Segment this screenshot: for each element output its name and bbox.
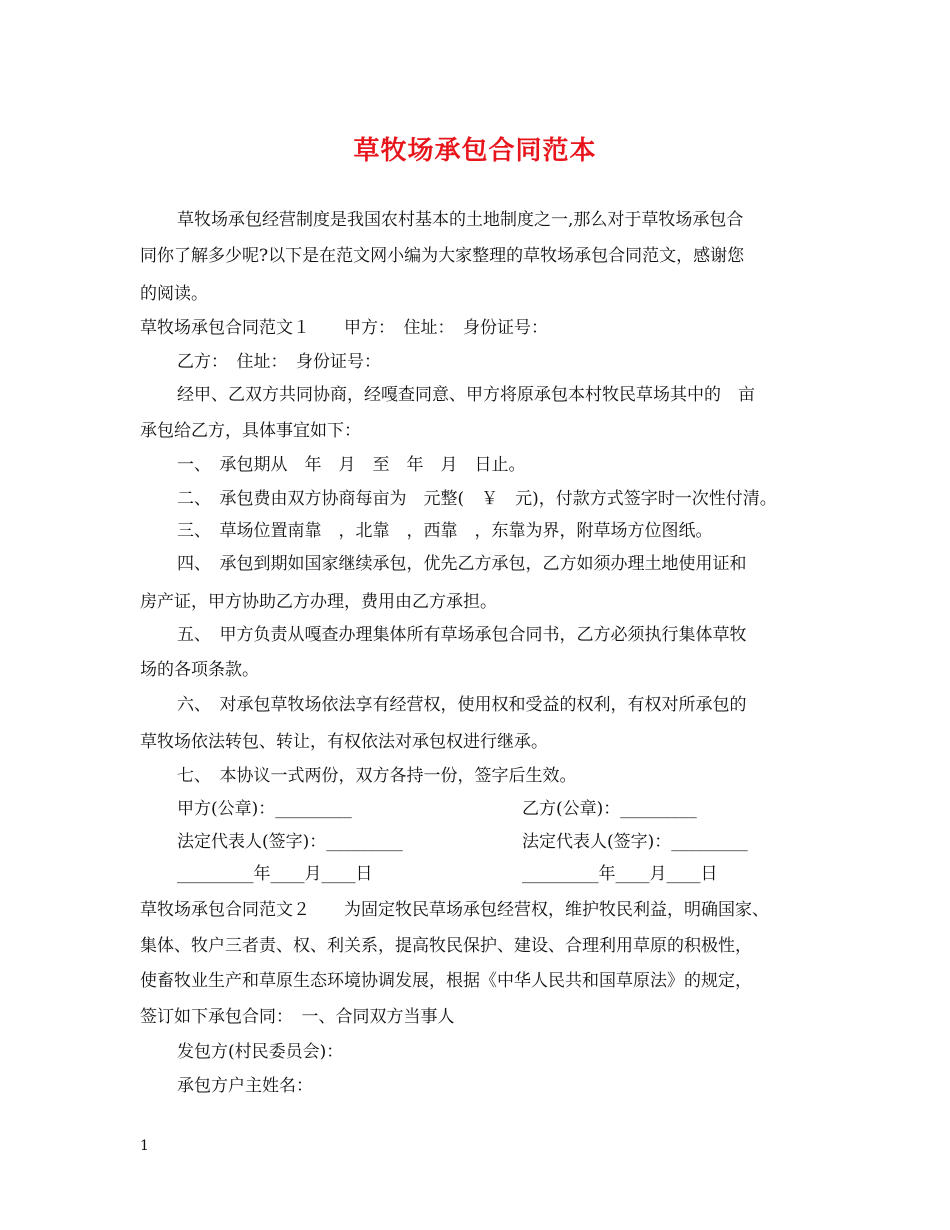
paragraph-line: 草牧场承包合同范文２ 为固定牧民草场承包经营权，维护牧民利益，明确国家、 [140,900,769,920]
paragraph-line: 签订如下承包合同： 一、合同双方当事人 [140,1007,455,1027]
clause-line: 二、 承包费由双方协商每亩为 元整( ￥ 元)，付款方式签字时一次性付清。 [177,489,777,509]
paragraph-line: 的阅读。 [140,284,208,304]
clause-line: 房产证，甲方协助乙方办理，费用由乙方承担。 [140,592,497,612]
party-b-representative: 法定代表人(签字)：_________ [522,832,748,852]
party-a-representative: 法定代表人(签字)：_________ [177,832,403,852]
paragraph-line: 同你了解多少呢?以下是在范文网小编为大家整理的草牧场承包合同范文，感谢您 [140,246,745,266]
paragraph-line: 使畜牧业生产和草原生态环境协调发展，根据《中华人民共和国草原法》的规定， [140,971,752,991]
party-a-date: _________年____月____日 [177,864,373,884]
page-number: 1 [140,1138,149,1154]
paragraph-line: 集体、牧户三者责、权、利关系，提高牧民保护、建设、合理利用草原的积极性， [140,936,752,956]
party-b-seal: 乙方(公章)：_________ [522,799,697,819]
clause-line: 三、 草场位置南靠 ，北靠 ，西靠 ，东靠为界，附草场方位图纸。 [177,521,713,541]
clause-line: 六、 对承包草牧场依法享有经营权，使用权和受益的权利，有权对所承包的 [177,695,747,715]
clause-line: 草牧场依法转包、转让，有权依法对承包权进行继承。 [140,732,548,752]
paragraph-line: 发包方(村民委员会)： [177,1042,344,1062]
party-a-seal: 甲方(公章)：_________ [177,799,352,819]
paragraph-line: 经甲、乙双方共同协商，经嘎查同意、甲方将原承包本村牧民草场其中的 亩 [177,385,755,405]
clause-line: 一、 承包期从 年 月 至 年 月 日止。 [177,455,526,475]
paragraph-line: 草牧场承包合同范文１ 甲方： 住址： 身份证号： [140,318,548,338]
clause-line: 七、 本协议一式两份，双方各持一份，签字后生效。 [177,766,577,786]
party-b-date: _________年____月____日 [522,864,718,884]
paragraph-line: 承包给乙方，具体事宜如下： [140,421,361,441]
paragraph-line: 承包方户主姓名： [177,1076,313,1096]
clause-line: 五、 甲方负责从嘎查办理集体所有草场承包合同书，乙方必须执行集体草牧 [177,625,747,645]
document-title: 草牧场承包合同范本 [353,136,597,166]
paragraph-line: 草牧场承包经营制度是我国农村基本的土地制度之一,那么对于草牧场承包合 [177,210,744,230]
paragraph-line: 乙方： 住址： 身份证号： [177,352,381,372]
clause-line: 场的各项条款。 [140,660,259,680]
clause-line: 四、 承包到期如国家继续承包，优先乙方承包，乙方如须办理土地使用证和 [177,554,747,574]
